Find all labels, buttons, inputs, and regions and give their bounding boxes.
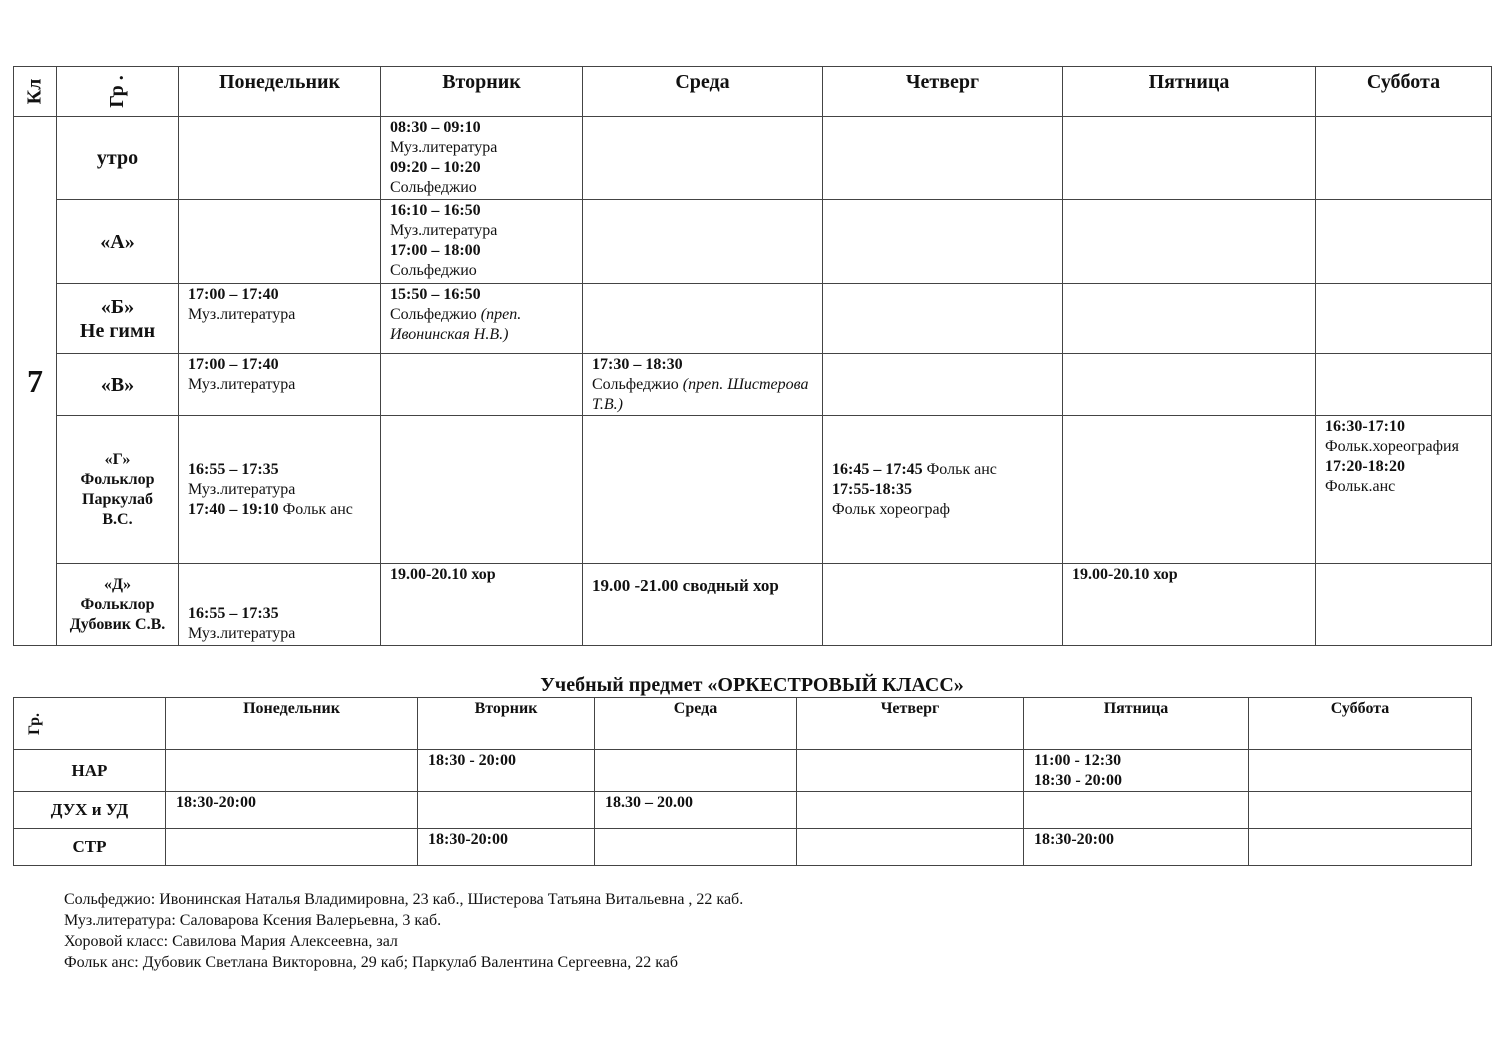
cell-empty — [1063, 284, 1316, 354]
cell-lesson: 16:45 – 17:45 Фольк анс 17:55-18:35 Фольк хореограф — [823, 416, 1063, 564]
cell-empty — [823, 564, 1063, 646]
cell-empty — [1063, 354, 1316, 416]
cell-empty — [583, 117, 823, 200]
cell-empty — [166, 750, 418, 792]
table-row — [14, 750, 1472, 792]
schedule-header-row — [14, 67, 1492, 117]
cell-lesson: 16:30-17:10 Фольк.хореография 17:20-18:20 Фольк.анс — [1316, 416, 1492, 564]
orchestra-table — [13, 697, 1472, 866]
group-label: «Б» Не гимн — [57, 284, 179, 354]
cell-empty — [583, 284, 823, 354]
header-wednesday: Среда — [583, 67, 823, 117]
cell-empty — [595, 750, 797, 792]
header-saturday: Суббота — [1249, 698, 1472, 750]
cell-empty — [583, 416, 823, 564]
cell-lesson: 17:00 – 17:40 Муз.литература — [179, 284, 381, 354]
cell-lesson: 18:30-20:00 — [166, 792, 418, 829]
cell-empty — [166, 829, 418, 866]
cell-lesson: 16:55 – 17:35 Муз.литература — [179, 564, 381, 646]
cell-empty — [595, 829, 797, 866]
cell-empty — [1063, 416, 1316, 564]
cell-lesson: 17:30 – 18:30 Сольфеджио (преп. Шистерова Т.В.) — [583, 354, 823, 416]
header-monday: Понедельник — [179, 67, 381, 117]
header-tuesday: Вторник — [381, 67, 583, 117]
header-friday: Пятница — [1063, 67, 1316, 117]
cell-empty — [797, 792, 1024, 829]
group-label: «В» — [57, 354, 179, 416]
header-wednesday: Среда — [595, 698, 797, 750]
cell-empty — [1249, 792, 1472, 829]
note-line: Муз.литература: Саловарова Ксения Валерьевна, 3 каб. — [64, 912, 442, 929]
cell-empty — [381, 416, 583, 564]
cell-lesson: 08:30 – 09:10 Муз.литература 09:20 – 10:20 Сольфеджио — [381, 117, 583, 200]
cell-empty — [797, 829, 1024, 866]
cell-lesson: 16:55 – 17:35 Муз.литература 17:40 – 19:10 Фольк анс — [179, 416, 381, 564]
cell-lesson: 11:00 - 12:30 18:30 - 20:00 — [1024, 750, 1249, 792]
cell-empty — [1063, 200, 1316, 284]
cell-empty — [1316, 200, 1492, 284]
teacher-notes — [64, 889, 743, 973]
cell-empty — [823, 117, 1063, 200]
cell-empty — [823, 200, 1063, 284]
cell-lesson: 18.30 – 20.00 — [595, 792, 797, 829]
note-line: Сольфеджио: Ивонинская Наталья Владимировна, 23 каб., Шистерова Татьяна Витальевна , 22 каб. — [64, 891, 744, 908]
header-group: Гр. — [14, 698, 166, 750]
group-label: «Г» Фольклор Паркулаб В.С. — [57, 416, 179, 564]
cell-empty — [823, 284, 1063, 354]
note-line: Хоровой класс: Савилова Мария Алексеевна, зал — [64, 933, 398, 950]
cell-empty — [1249, 829, 1472, 866]
header-thursday: Четверг — [823, 67, 1063, 117]
note-line: Фольк анс: Дубовик Светлана Викторовна, 29 каб; Паркулаб Валентина Сергеевна, 22 каб — [64, 954, 679, 971]
cell-lesson: 19.00 -21.00 сводный хор — [583, 564, 823, 646]
cell-empty — [797, 750, 1024, 792]
header-klass: Кл — [14, 67, 57, 117]
cell-empty — [1316, 117, 1492, 200]
cell-empty — [823, 354, 1063, 416]
header-tuesday: Вторник — [418, 698, 595, 750]
group-label: ДУХ и УД — [14, 792, 166, 829]
cell-empty — [1316, 284, 1492, 354]
klass-number: 7 — [14, 117, 57, 646]
cell-lesson: 18:30-20:00 — [418, 829, 595, 866]
cell-lesson: 16:10 – 16:50 Муз.литература 17:00 – 18:00 Сольфеджио — [381, 200, 583, 284]
cell-empty — [381, 354, 583, 416]
cell-empty — [1316, 354, 1492, 416]
cell-lesson: 19.00-20.10 хор — [381, 564, 583, 646]
table-row — [14, 564, 1492, 646]
orchestra-title: Учебный предмет «ОРКЕСТРОВЫЙ КЛАСС» — [540, 674, 964, 696]
cell-lesson: 18:30 - 20:00 — [418, 750, 595, 792]
cell-empty — [1249, 750, 1472, 792]
group-label: СТР — [14, 829, 166, 866]
main-schedule-table — [13, 66, 1492, 646]
header-monday: Понедельник — [166, 698, 418, 750]
cell-empty — [583, 200, 823, 284]
cell-lesson: 18:30-20:00 — [1024, 829, 1249, 866]
cell-lesson: 15:50 – 16:50 Сольфеджио (преп. Ивонинская Н.В.) — [381, 284, 583, 354]
orchestra-header-row — [14, 698, 1472, 750]
cell-empty — [179, 200, 381, 284]
table-row — [14, 829, 1472, 866]
cell-empty — [179, 117, 381, 200]
header-thursday: Четверг — [797, 698, 1024, 750]
table-row — [14, 200, 1492, 284]
header-saturday: Суббота — [1316, 67, 1492, 117]
cell-empty — [418, 792, 595, 829]
header-friday: Пятница — [1024, 698, 1249, 750]
group-label: утро — [57, 117, 179, 200]
table-row — [14, 117, 1492, 200]
group-label: «А» — [57, 200, 179, 284]
table-row — [14, 354, 1492, 416]
cell-empty — [1316, 564, 1492, 646]
group-label: «Д» Фольклор Дубовик С.В. — [57, 564, 179, 646]
header-group: Гр . — [57, 67, 179, 117]
cell-lesson: 19.00-20.10 хор — [1063, 564, 1316, 646]
cell-empty — [1063, 117, 1316, 200]
table-row — [14, 284, 1492, 354]
table-row — [14, 792, 1472, 829]
table-row — [14, 416, 1492, 564]
cell-empty — [1024, 792, 1249, 829]
cell-lesson: 17:00 – 17:40 Муз.литература — [179, 354, 381, 416]
group-label: НАР — [14, 750, 166, 792]
